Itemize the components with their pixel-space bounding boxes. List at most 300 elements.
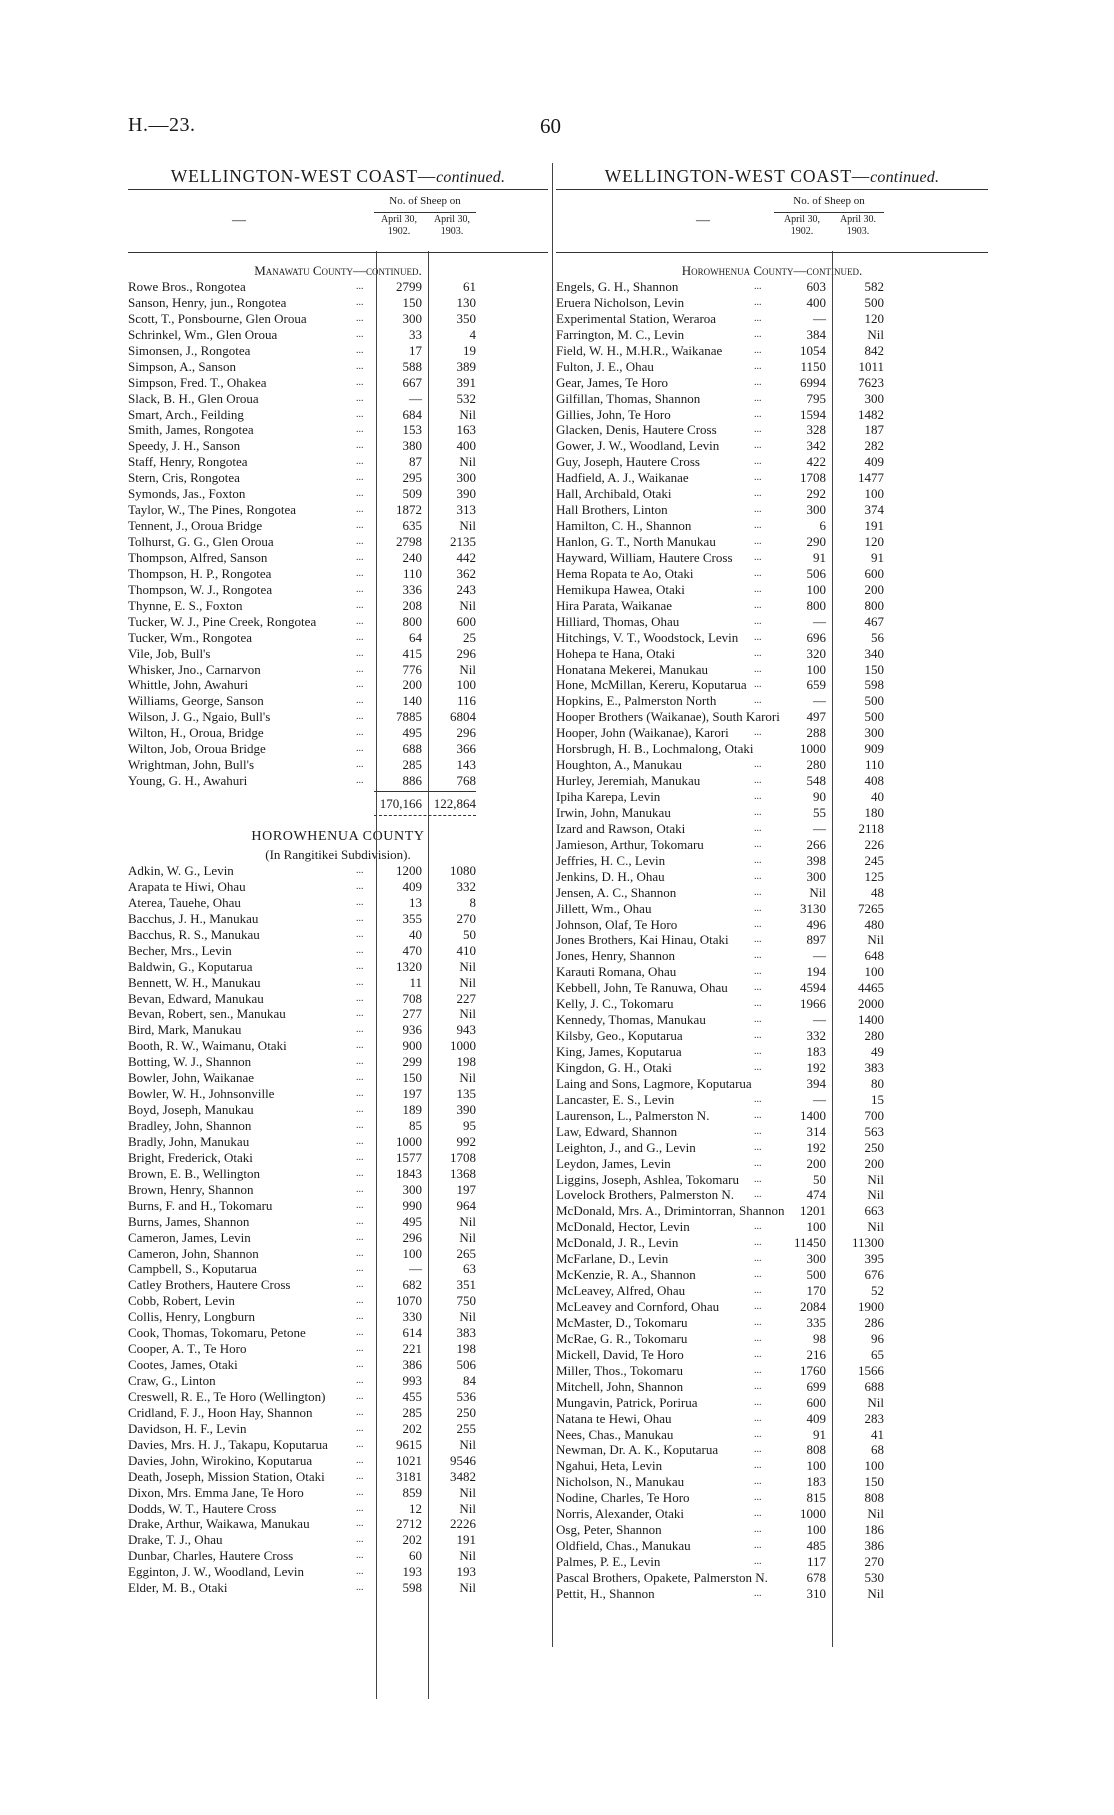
left-sheep-1903: 943 xyxy=(456,1022,476,1038)
right-sheep-1902: 1150 xyxy=(800,358,826,374)
left-sheep-1903: 400 xyxy=(456,438,476,454)
right-sheep-1902: 90 xyxy=(813,789,826,804)
right-sheep-1903: 226 xyxy=(864,836,884,852)
left-owner-name: Davidson, H. F., Levin xyxy=(128,1420,247,1436)
right-owner-name: Hurley, Jeremiah, Manukau xyxy=(556,773,701,789)
left-owner-name: Booth, R. W., Waimanu, Otaki xyxy=(128,1038,287,1054)
right-table-row xyxy=(556,773,988,789)
left-table-row xyxy=(128,725,548,741)
right-sheep-1903: 110 xyxy=(864,757,884,773)
right-sheep-1903: 700 xyxy=(864,1107,884,1123)
right-leader-dots: ... xyxy=(754,838,762,850)
left-table-row xyxy=(128,1325,548,1341)
right-column xyxy=(556,163,988,1602)
left-leader-dots: ... xyxy=(356,1375,364,1386)
left-sheep-1903: 410 xyxy=(456,942,476,958)
right-sheep-1902: 300 xyxy=(806,1251,826,1267)
left-leader-dots: ... xyxy=(356,1167,364,1179)
left-table-row xyxy=(128,1102,548,1118)
left-table-row xyxy=(128,677,548,693)
right-owner-name: Hira Parata, Waikanae xyxy=(556,597,673,613)
left-owner-name: Catley Brothers, Hautere Cross xyxy=(128,1277,291,1293)
right-sheep-1902: 506 xyxy=(806,565,826,581)
right-sheep-1902: 335 xyxy=(806,1314,826,1330)
left-sheep-1902: 386 xyxy=(402,1357,422,1373)
left-sheep-1903: 1708 xyxy=(450,1149,476,1165)
right-sheep-1903: 7623 xyxy=(858,374,884,390)
right-table-row xyxy=(556,1554,988,1570)
right-owner-name: Honatana Mekerei, Manukau xyxy=(556,661,708,677)
right-sheep-1903: 125 xyxy=(864,868,884,884)
right-leader-dots: ... xyxy=(754,982,762,994)
left-leader-dots: ... xyxy=(356,1454,364,1466)
left-owner-name: Young, G. H., Awahuri xyxy=(128,773,248,789)
left-leader-dots: ... xyxy=(356,1279,364,1291)
left-sheep-1902: 1843 xyxy=(396,1165,422,1181)
left-sheep-1903: Nil xyxy=(459,1580,476,1596)
right-sheep-1903: 1477 xyxy=(858,470,884,486)
left-table-row xyxy=(128,757,548,773)
left-sheep-1902: 202 xyxy=(402,1420,422,1436)
right-sheep-1903: 270 xyxy=(864,1554,884,1569)
right-sheep-1903: 7265 xyxy=(858,900,884,916)
right-owner-name: McDonald, Mrs. A., Drimintorran, Shannon xyxy=(556,1203,785,1219)
left-table-row xyxy=(128,895,548,911)
left-sheep-1903: 255 xyxy=(456,1420,476,1436)
right-table-row xyxy=(556,901,988,917)
left-owner-name: Bacchus, J. H., Manukau xyxy=(128,910,259,926)
right-leader-dots: ... xyxy=(754,663,762,675)
right-owner-name: Gillies, John, Te Horo xyxy=(556,406,671,422)
right-table-row xyxy=(556,422,988,438)
left-owner-name: Wrightman, John, Bull's xyxy=(128,757,255,773)
right-sheep-1902: 11450 xyxy=(793,1235,826,1251)
left-sheep-1902: 1021 xyxy=(396,1452,422,1468)
left-owner-name: Simpson, A., Sanson xyxy=(128,358,236,374)
right-table-row xyxy=(556,582,988,598)
right-sheep-1902: — xyxy=(813,1091,826,1107)
left-leader-dots: ... xyxy=(356,1120,364,1131)
right-sheep-1902: 320 xyxy=(806,645,826,661)
right-leader-dots: ... xyxy=(754,615,762,627)
right-sheep-1902: 183 xyxy=(806,1044,826,1059)
left-sheep-1902: 684 xyxy=(402,406,422,422)
right-owner-name: McMaster, D., Tokomaru xyxy=(556,1314,688,1330)
left-sheep-1902: 800 xyxy=(402,613,422,629)
left-sheep-1902: 2798 xyxy=(396,534,422,549)
right-owner-name: Hone, McMillan, Kereru, Koputarua xyxy=(556,677,747,693)
right-sheep-1903: 200 xyxy=(864,1155,884,1171)
left-table-row xyxy=(128,1070,548,1086)
left-leader-dots: ... xyxy=(356,711,364,723)
left-owner-name: Simonsen, J., Rongotea xyxy=(128,342,251,358)
left-sheep-1902: 336 xyxy=(402,581,422,597)
document-reference: H.—23. xyxy=(128,114,196,136)
left-owner-name: Arapata te Hiwi, Ohau xyxy=(128,878,246,894)
right-sheep-1903: Nil xyxy=(867,1394,884,1410)
right-sheep-1902: 1400 xyxy=(800,1107,826,1123)
left-table-row xyxy=(128,582,548,598)
left-table-row xyxy=(128,1134,548,1150)
left-leader-dots: ... xyxy=(356,344,364,356)
right-sheep-1903: 180 xyxy=(864,804,884,820)
left-sheep-1903: 442 xyxy=(456,549,476,565)
left-owner-name: Staff, Henry, Rongotea xyxy=(128,454,248,470)
right-owner-name: Palmes, P. E., Levin xyxy=(556,1554,661,1569)
left-leader-dots: ... xyxy=(356,567,364,579)
right-owner-name: McLeavey, Alfred, Ohau xyxy=(556,1283,686,1299)
left-sheep-1902: 2712 xyxy=(396,1516,422,1532)
right-owner-name: Gilfillan, Thomas, Shannon xyxy=(556,390,701,406)
left-leader-dots: ... xyxy=(356,1486,364,1498)
left-owner-name: Thynne, E. S., Foxton xyxy=(128,597,243,613)
left-owner-name: Cobb, Robert, Levin xyxy=(128,1293,235,1309)
right-leader-dots: ... xyxy=(754,392,762,404)
right-leader-dots: ... xyxy=(754,1173,762,1185)
right-sheep-1903: 2118 xyxy=(858,820,884,836)
right-owner-name: Glacken, Denis, Hautere Cross xyxy=(556,422,717,438)
left-owner-name: Cameron, James, Levin xyxy=(128,1229,251,1245)
right-table-row xyxy=(556,1299,988,1315)
right-sheep-1903: 842 xyxy=(864,342,884,358)
left-sheep-1903: 4 xyxy=(469,326,476,342)
right-table-row xyxy=(556,359,988,375)
left-leader-dots: ... xyxy=(356,615,364,627)
right-sheep-1903: 41 xyxy=(871,1426,884,1442)
left-owner-name: Vile, Job, Bull's xyxy=(128,645,211,661)
right-leader-dots: ... xyxy=(754,1237,762,1249)
left-sheep-1903: 2226 xyxy=(450,1516,476,1532)
right-sheep-1902: 300 xyxy=(806,868,826,884)
left-leader-dots: ... xyxy=(356,1502,364,1514)
right-table-row xyxy=(556,1490,988,1506)
left-table-row xyxy=(128,438,548,454)
left-owner-name: Bowler, W. H., Johnsonville xyxy=(128,1086,275,1102)
right-owner-name: Hamilton, C. H., Shannon xyxy=(556,518,692,534)
right-table-row xyxy=(556,980,988,996)
right-sheep-1903: 340 xyxy=(864,645,884,661)
left-sheep-1903: 95 xyxy=(463,1118,476,1133)
left-table-row xyxy=(128,407,548,423)
right-table-row xyxy=(556,709,988,725)
left-owner-name: Williams, George, Sanson xyxy=(128,693,264,709)
right-table-row xyxy=(556,518,988,534)
right-sheep-1902: 485 xyxy=(806,1538,826,1554)
right-leader-dots: ... xyxy=(754,902,762,914)
left-table-row xyxy=(128,1246,548,1262)
left-leader-dots: ... xyxy=(356,1343,364,1355)
right-owner-name: Izard and Rawson, Otaki xyxy=(556,820,686,836)
right-sheep-1903: 582 xyxy=(864,279,884,294)
left-owner-name: Simpson, Fred. T., Ohakea xyxy=(128,374,267,390)
right-sheep-1902: 409 xyxy=(806,1410,826,1426)
left-owner-name: Bevan, Edward, Manukau xyxy=(128,990,264,1006)
right-table-row xyxy=(556,1219,988,1235)
left-leader-dots: ... xyxy=(356,880,364,892)
right-table-row xyxy=(556,295,988,311)
right-sheep-1902: 1000 xyxy=(800,1506,826,1522)
left-sheep-1903: 100 xyxy=(456,677,476,693)
right-sheep-1903: 68 xyxy=(871,1442,884,1458)
right-header-no-of-sheep: No. of Sheep on xyxy=(774,190,884,213)
left-sheep-1902: 150 xyxy=(402,1070,422,1086)
page-number: 60 xyxy=(540,114,561,138)
left-table-row xyxy=(128,486,548,502)
left-owner-name: Slack, B. H., Glen Oroua xyxy=(128,390,259,406)
left-sheep-1903: Nil xyxy=(459,1500,476,1516)
left-table-row xyxy=(128,943,548,959)
right-sheep-1902: Nil xyxy=(809,884,826,900)
right-sheep-1903: 283 xyxy=(864,1410,884,1426)
right-owner-name: Jensen, A. C., Shannon xyxy=(556,884,677,900)
right-sheep-1902: 292 xyxy=(806,486,826,502)
left-table-row xyxy=(128,1516,548,1532)
left-table-row xyxy=(128,343,548,359)
left-table-row xyxy=(128,1373,548,1389)
right-table-row xyxy=(556,1235,988,1251)
left-sheep-1903: 506 xyxy=(456,1357,476,1373)
right-table-row xyxy=(556,1506,988,1522)
right-sheep-1902: 1708 xyxy=(800,470,826,486)
left-sheep-1903: 61 xyxy=(463,279,476,294)
left-sheep-1903: 390 xyxy=(456,1102,476,1118)
right-sheep-1903: 80 xyxy=(871,1075,884,1091)
right-table-row xyxy=(556,1172,988,1188)
left-leader-dots: ... xyxy=(356,1056,364,1068)
right-leader-dots: ... xyxy=(754,998,762,1010)
right-owner-name: Mitchell, John, Shannon xyxy=(556,1378,684,1394)
right-table-row xyxy=(556,1267,988,1283)
right-table-row xyxy=(556,1538,988,1554)
left-leader-dots: ... xyxy=(356,960,364,972)
right-sheep-1902: 2084 xyxy=(800,1299,826,1314)
right-leader-dots: ... xyxy=(754,1157,762,1169)
right-sheep-1903: 100 xyxy=(864,486,884,502)
right-owner-name: Lovelock Brothers, Palmerston N. xyxy=(556,1187,734,1203)
left-table-row xyxy=(128,550,548,566)
left-owner-name: Dixon, Mrs. Emma Jane, Te Horo xyxy=(128,1484,304,1500)
left-owner-name: Cooper, A. T., Te Horo xyxy=(128,1341,247,1357)
left-sheep-1902: — xyxy=(409,390,422,406)
left-sheep-1902: 13 xyxy=(409,894,422,910)
left-table-row xyxy=(128,1198,548,1214)
left-table-row xyxy=(128,1469,548,1485)
right-sheep-1902: 474 xyxy=(806,1187,826,1203)
left-sheep-1902: 221 xyxy=(402,1341,422,1357)
right-leader-dots: ... xyxy=(754,1540,762,1552)
left-owner-name: Elder, M. B., Otaki xyxy=(128,1580,228,1596)
right-sheep-1902: 91 xyxy=(813,549,826,565)
right-table-row xyxy=(556,1522,988,1538)
right-owner-name: Newman, Dr. A. K., Koputarua xyxy=(556,1442,719,1458)
left-sheep-1903: Nil xyxy=(459,1070,476,1086)
right-leader-dots: ... xyxy=(754,567,762,579)
right-leader-dots: ... xyxy=(754,1301,762,1312)
left-sheep-1903: 296 xyxy=(456,645,476,661)
right-leader-dots: ... xyxy=(754,536,762,547)
right-sheep-1902: 1594 xyxy=(800,406,826,422)
right-table-row xyxy=(556,996,988,1012)
right-sheep-1902: 280 xyxy=(806,757,826,773)
right-leader-dots: ... xyxy=(754,1556,762,1567)
right-sheep-1903: 663 xyxy=(864,1203,884,1219)
left-owner-name: Death, Joseph, Mission Station, Otaki xyxy=(128,1468,325,1484)
left-sheep-1902: 277 xyxy=(402,1006,422,1022)
right-owner-name: Pettit, H., Shannon xyxy=(556,1585,655,1601)
right-leader-dots: ... xyxy=(754,1014,762,1026)
left-sheep-1903: 250 xyxy=(456,1404,476,1420)
right-table-row xyxy=(556,725,988,741)
right-sheep-1903: 480 xyxy=(864,916,884,932)
left-column xyxy=(128,163,548,1596)
left-owner-name: Burns, F. and H., Tokomaru xyxy=(128,1197,273,1213)
left-leader-dots: ... xyxy=(356,376,364,388)
right-owner-name: Horsbrugh, H. B., Lochmalong, Otaki xyxy=(556,741,754,757)
left-leader-dots: ... xyxy=(356,472,364,484)
left-leader-dots: ... xyxy=(356,1390,364,1402)
right-table-row xyxy=(556,1012,988,1028)
left-sheep-1902: 140 xyxy=(402,693,422,709)
right-sheep-1902: 6 xyxy=(819,518,826,534)
right-sheep-1902: — xyxy=(813,1012,826,1028)
left-sheep-1902: 87 xyxy=(409,454,422,470)
right-leader-dots: ... xyxy=(754,1476,762,1488)
left-header-dash: — xyxy=(232,213,246,228)
right-table-row xyxy=(556,598,988,614)
right-owner-name: McLeavey and Cornford, Ohau xyxy=(556,1299,720,1314)
left-leader-dots: ... xyxy=(356,1199,364,1211)
left-table-row xyxy=(128,375,548,391)
left-owner-name: Smith, James, Rongotea xyxy=(128,422,254,438)
right-table-row xyxy=(556,1427,988,1443)
left-table-row xyxy=(128,1421,548,1437)
right-table-row xyxy=(556,1347,988,1363)
left-sheep-1902: 295 xyxy=(402,470,422,486)
left-sheep-1903: 8 xyxy=(469,894,476,910)
right-leader-dots: ... xyxy=(754,1316,762,1328)
right-sheep-1902: 194 xyxy=(806,964,826,980)
left-leader-dots: ... xyxy=(356,1422,364,1434)
right-sheep-1903: 648 xyxy=(864,948,884,964)
left-owner-name: Campbell, S., Koputarua xyxy=(128,1261,257,1277)
right-sheep-1902: 400 xyxy=(806,294,826,310)
left-sheep-1903: 191 xyxy=(456,1532,476,1548)
right-owner-name: Jones Brothers, Kai Hinau, Otaki xyxy=(556,932,729,948)
right-sheep-1902: 603 xyxy=(806,279,826,294)
right-sheep-1902: 216 xyxy=(806,1346,826,1362)
right-owner-name: Hanlon, G. T., North Manukau xyxy=(556,534,716,549)
left-sheep-1903: 270 xyxy=(456,910,476,926)
right-section-horowhenua: Horowhenua County—continued. xyxy=(681,263,863,278)
left-sheep-1903: Nil xyxy=(459,406,476,422)
right-sheep-1903: 191 xyxy=(864,518,884,534)
left-owner-name: Baldwin, G., Koputarua xyxy=(128,958,253,974)
right-sheep-1903: Nil xyxy=(867,1187,884,1203)
left-sheep-1902: 495 xyxy=(402,1213,422,1229)
right-table-row xyxy=(556,1028,988,1044)
right-leader-dots: ... xyxy=(754,1221,762,1233)
right-sheep-1902: 696 xyxy=(806,629,826,645)
left-sheep-1902: 1000 xyxy=(396,1133,422,1149)
left-owner-name: Schrinkel, Wm., Glen Oroua xyxy=(128,326,278,342)
right-sheep-1903: 96 xyxy=(871,1330,884,1346)
right-sheep-1903: 186 xyxy=(864,1522,884,1538)
left-owner-name: Taylor, W., The Pines, Rongotea xyxy=(128,502,297,518)
right-sheep-1902: 548 xyxy=(806,773,826,789)
right-owner-name: Kennedy, Thomas, Manukau xyxy=(556,1012,706,1028)
left-leader-dots: ... xyxy=(356,912,364,924)
right-column-header xyxy=(556,189,988,253)
left-leader-dots: ... xyxy=(356,1295,364,1307)
right-leader-dots: ... xyxy=(754,1030,762,1042)
left-table-row xyxy=(128,646,548,662)
left-sheep-1903: 351 xyxy=(456,1277,476,1293)
left-sheep-1902: 614 xyxy=(402,1325,422,1341)
left-table-row xyxy=(128,279,548,295)
left-leader-dots: ... xyxy=(356,1231,364,1243)
right-sheep-1902: 310 xyxy=(806,1585,826,1601)
left-owner-name: Bevan, Robert, sen., Manukau xyxy=(128,1006,286,1022)
left-sheep-1903: 3482 xyxy=(450,1468,476,1484)
left-leader-dots: ... xyxy=(356,1582,364,1594)
left-sheep-1903: 536 xyxy=(456,1388,476,1404)
left-table-row xyxy=(128,709,548,725)
column-divider xyxy=(552,163,553,1647)
left-owner-name: Whittle, John, Awahuri xyxy=(128,677,249,693)
right-leader-dots: ... xyxy=(754,1269,762,1281)
left-sheep-1903: 198 xyxy=(456,1341,476,1357)
right-header-1903: April 30. 1903. xyxy=(839,214,877,237)
right-sheep-1903: 187 xyxy=(864,422,884,438)
left-sheep-1903: 19 xyxy=(463,342,476,358)
left-sheep-1903: 362 xyxy=(456,565,476,581)
left-table-row xyxy=(128,518,548,534)
left-leader-dots: ... xyxy=(356,424,364,436)
left-table-row xyxy=(128,327,548,343)
right-sheep-1902: 342 xyxy=(806,438,826,454)
left-table-row xyxy=(128,1501,548,1517)
left-leader-dots: ... xyxy=(356,1088,364,1100)
right-owner-name: Hadfield, A. J., Waikanae xyxy=(556,470,689,486)
left-sheep-1902: 285 xyxy=(402,757,422,773)
left-owner-name: Brown, Henry, Shannon xyxy=(128,1181,254,1197)
right-owner-name: Ngahui, Heta, Levin xyxy=(556,1458,663,1474)
right-table-row xyxy=(556,932,988,948)
right-sheep-1903: Nil xyxy=(867,1171,884,1187)
left-sheep-1903: 532 xyxy=(456,390,476,406)
left-owner-name: Burns, James, Shannon xyxy=(128,1213,250,1229)
left-leader-dots: ... xyxy=(356,520,364,532)
right-leader-dots: ... xyxy=(754,1141,762,1153)
right-table-row xyxy=(556,1124,988,1140)
right-owner-name: McFarlane, D., Levin xyxy=(556,1251,669,1267)
right-sheep-1902: 897 xyxy=(806,932,826,948)
left-sheep-1902: 110 xyxy=(402,565,422,581)
left-sheep-1903: Nil xyxy=(459,1548,476,1564)
right-sheep-1902: 678 xyxy=(806,1569,826,1585)
right-leader-dots: ... xyxy=(754,296,762,308)
right-sheep-1903: 250 xyxy=(864,1139,884,1155)
left-sheep-1903: Nil xyxy=(459,1309,476,1325)
left-leader-dots: ... xyxy=(356,727,364,739)
left-table-row xyxy=(128,1214,548,1230)
right-sheep-1902: 288 xyxy=(806,725,826,741)
right-sheep-1903: 1900 xyxy=(858,1299,884,1314)
right-owner-name: Hall, Archibald, Otaki xyxy=(556,486,672,502)
right-owner-name: Gower, J. W., Woodland, Levin xyxy=(556,438,720,454)
right-sheep-1903: 280 xyxy=(864,1028,884,1044)
right-table-row xyxy=(556,662,988,678)
